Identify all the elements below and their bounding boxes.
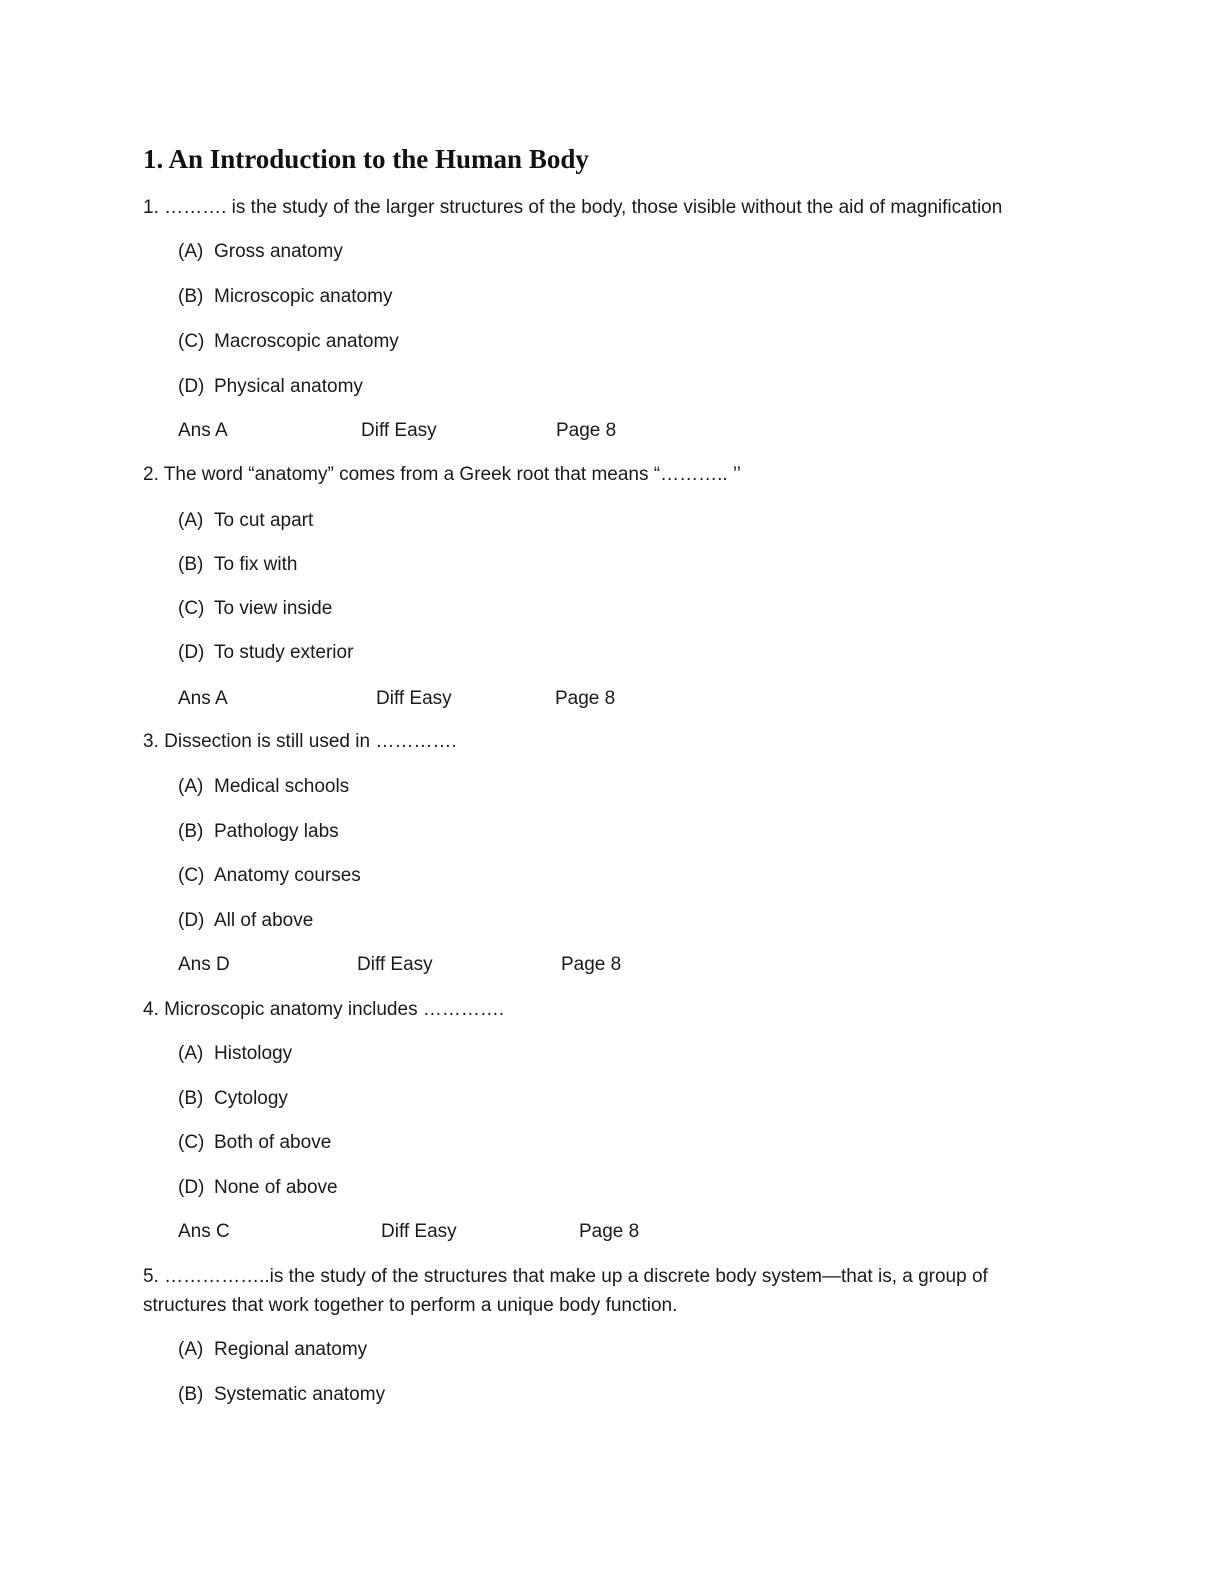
option-letter: (D) <box>178 1177 205 1198</box>
answer-option <box>178 1042 292 1066</box>
answer-option <box>178 775 349 799</box>
option-letter: (A) <box>178 1339 204 1360</box>
difficulty: Diff Easy <box>381 1221 457 1242</box>
answer-key: Ans C <box>178 1221 230 1242</box>
option-text: Anatomy courses <box>214 865 361 886</box>
option-text: To cut apart <box>214 510 314 531</box>
option-text: Regional anatomy <box>214 1339 368 1360</box>
page-title: 1. An Introduction to the Human Body <box>143 144 589 174</box>
answer-option <box>178 553 297 577</box>
page-reference: Page 8 <box>561 954 622 975</box>
answer-key: Ans D <box>178 954 230 975</box>
answer-option <box>178 375 363 399</box>
option-letter: (B) <box>178 554 204 575</box>
answer-option <box>178 641 353 665</box>
difficulty: Diff Easy <box>357 954 433 975</box>
answer-meta-row <box>0 687 1224 711</box>
answer-option <box>178 1087 288 1111</box>
answer-option <box>178 1176 338 1200</box>
option-letter: (C) <box>178 598 205 619</box>
answer-meta-row <box>0 953 1224 977</box>
difficulty: Diff Easy <box>376 688 452 709</box>
answer-meta-row <box>0 419 1224 443</box>
question-text: 5. ……………..is the study of the structures that make up a discrete body system—that is, a group of structures that work together to perform a unique body function. <box>143 1266 988 1316</box>
option-text: To view inside <box>214 598 333 619</box>
option-letter: (A) <box>178 1043 204 1064</box>
answer-option <box>178 330 399 354</box>
option-text: To study exterior <box>214 642 354 663</box>
answer-key: Ans A <box>178 420 228 441</box>
option-text: Systematic anatomy <box>214 1384 386 1405</box>
option-letter: (D) <box>178 376 205 397</box>
option-text: Histology <box>214 1043 293 1064</box>
option-letter: (C) <box>178 331 205 352</box>
option-letter: (C) <box>178 1132 205 1153</box>
option-text: None of above <box>214 1177 338 1198</box>
answer-key: Ans A <box>178 688 228 709</box>
question-text: 4. Microscopic anatomy includes …………. <box>143 999 505 1020</box>
option-text: Both of above <box>214 1132 332 1153</box>
question-text: 1. ………. is the study of the larger structures of the body, those visible without the aid of magnification <box>143 197 1003 218</box>
option-letter: (C) <box>178 865 205 886</box>
answer-option <box>178 509 313 533</box>
answer-option <box>178 820 339 844</box>
option-text: To fix with <box>214 554 298 575</box>
answer-option <box>178 1383 385 1407</box>
page-reference: Page 8 <box>555 688 616 709</box>
page-reference: Page 8 <box>579 1221 640 1242</box>
option-text: Medical schools <box>214 776 350 797</box>
option-letter: (A) <box>178 510 204 531</box>
answer-option <box>178 597 332 621</box>
difficulty: Diff Easy <box>361 420 437 441</box>
option-letter: (A) <box>178 241 204 262</box>
answer-option <box>178 240 343 264</box>
option-letter: (B) <box>178 1088 204 1109</box>
option-letter: (B) <box>178 1384 204 1405</box>
page-reference: Page 8 <box>556 420 617 441</box>
option-letter: (A) <box>178 776 204 797</box>
option-text: Gross anatomy <box>214 241 343 262</box>
option-letter: (B) <box>178 286 204 307</box>
option-letter: (D) <box>178 642 205 663</box>
option-text: Cytology <box>214 1088 288 1109</box>
question-text: 3. Dissection is still used in …………. <box>143 731 457 752</box>
option-letter: (B) <box>178 821 204 842</box>
answer-option <box>178 1338 367 1362</box>
answer-option <box>178 1131 331 1155</box>
option-text: Macroscopic anatomy <box>214 331 399 352</box>
answer-meta-row <box>0 1220 1224 1244</box>
option-text: Physical anatomy <box>214 376 363 397</box>
option-text: All of above <box>214 910 314 931</box>
option-text: Microscopic anatomy <box>214 286 393 307</box>
answer-option <box>178 909 313 933</box>
answer-option <box>178 285 392 309</box>
answer-option <box>178 864 361 888</box>
option-text: Pathology labs <box>214 821 339 842</box>
question-text: 2. The word “anatomy” comes from a Greek root that means “……….. ’’ <box>143 464 742 485</box>
option-letter: (D) <box>178 910 205 931</box>
